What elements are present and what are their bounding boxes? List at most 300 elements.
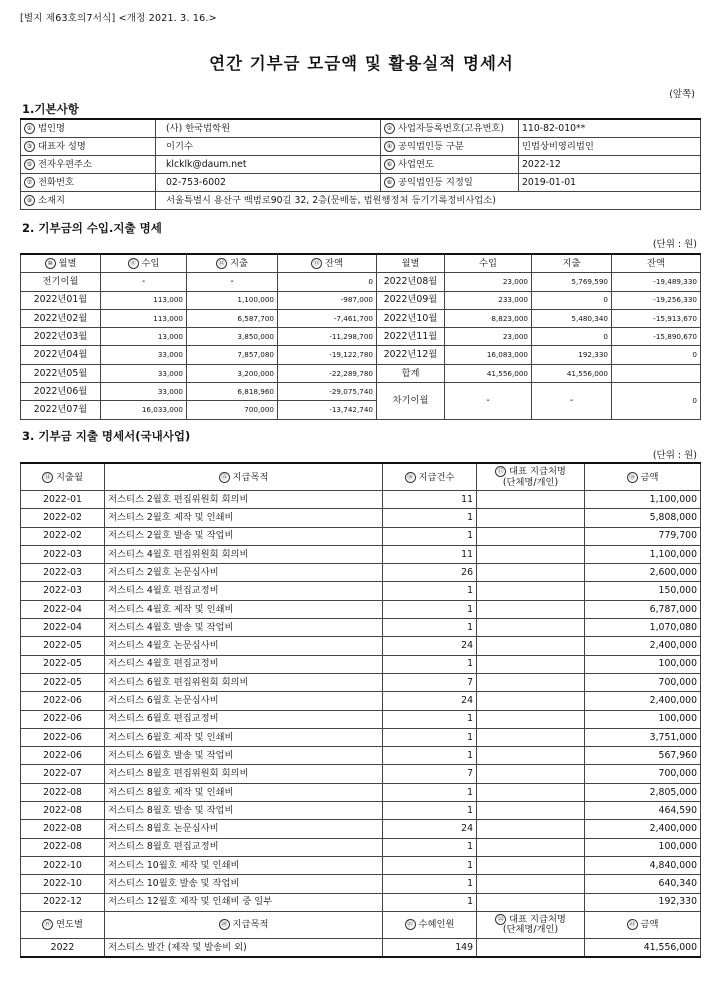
circle-number: ⑨ bbox=[24, 195, 35, 206]
basic-info-row bbox=[21, 138, 701, 156]
count-cell: 24 bbox=[383, 820, 477, 838]
circle-number: ⑬ bbox=[311, 258, 322, 269]
payee-cell bbox=[477, 527, 585, 545]
expense-month-cell: 2022-07 bbox=[21, 765, 105, 783]
expense-cell: 5,769,590 bbox=[532, 273, 612, 291]
balance-cell: -19,489,330 bbox=[612, 273, 701, 291]
table-row bbox=[21, 545, 701, 563]
header-month: 월별 bbox=[58, 258, 77, 270]
purpose-cell: 저스티스 8월호 제작 및 인쇄비 bbox=[105, 783, 383, 801]
info-label bbox=[21, 156, 156, 174]
expense-month-cell: 2022-10 bbox=[21, 856, 105, 874]
form-number: [별지 제63호의7서식] <개정 2021. 3. 16.> bbox=[20, 13, 217, 24]
circle-number: ⑧ bbox=[384, 177, 395, 188]
address-row bbox=[21, 192, 701, 210]
payee-cell bbox=[477, 728, 585, 746]
balance-cell: -11,298,700 bbox=[278, 328, 377, 346]
info-value: (사) 한국법학원 bbox=[156, 119, 381, 138]
income-cell: 41,556,000 bbox=[445, 364, 532, 382]
amount-cell: 1,100,000 bbox=[585, 545, 701, 563]
purpose-cell: 저스티스 2월호 제작 및 인쇄비 bbox=[105, 509, 383, 527]
month-cell: 2022년02월 bbox=[21, 309, 101, 327]
count-cell: 24 bbox=[383, 692, 477, 710]
info-label bbox=[21, 174, 156, 192]
info-label-text: 공익법인등 구분 bbox=[398, 141, 464, 152]
header-purpose-2-text: 지급목적 bbox=[232, 919, 269, 931]
amount-cell: 779,700 bbox=[585, 527, 701, 545]
purpose-cell: 저스티스 8월호 발송 및 작업비 bbox=[105, 802, 383, 820]
address-value: 서울특별시 용산구 백범로90길 32, 2층(문배동, 법원행정처 등기기록정비사업소) bbox=[156, 192, 701, 210]
expense-detail-table bbox=[20, 462, 701, 958]
page-title: 연간 기부금 모금액 및 활용실적 명세서 bbox=[209, 54, 514, 73]
header-month-2: 월별 bbox=[377, 254, 445, 273]
header-count: 지급건수 bbox=[418, 471, 455, 483]
month-cell: 전기이월 bbox=[21, 273, 101, 291]
month-cell: 합계 bbox=[377, 364, 445, 382]
income-cell: 8,823,000 bbox=[445, 309, 532, 327]
header-year bbox=[21, 911, 105, 938]
info-label bbox=[21, 192, 156, 210]
month-cell: 2022년08월 bbox=[377, 273, 445, 291]
income-cell: 233,000 bbox=[445, 291, 532, 309]
amount-cell: 640,340 bbox=[585, 875, 701, 893]
monthly-row bbox=[21, 364, 701, 382]
info-value: 110-82-010** bbox=[519, 119, 701, 138]
carryover-expense-cell: - bbox=[532, 383, 612, 420]
info-value: klcklk@daum.net bbox=[156, 156, 381, 174]
table-row bbox=[21, 619, 701, 637]
balance-cell: 0 bbox=[612, 346, 701, 364]
payee-cell bbox=[477, 564, 585, 582]
income-cell: 113,000 bbox=[101, 291, 187, 309]
basic-info-row bbox=[21, 156, 701, 174]
month-cell: 2022년09월 bbox=[377, 291, 445, 309]
expense-month-cell: 2022-08 bbox=[21, 838, 105, 856]
info-label bbox=[381, 174, 519, 192]
circle-number: ⑰ bbox=[495, 466, 506, 477]
expense-cell: 1,100,000 bbox=[187, 291, 278, 309]
expense-cell: 3,850,000 bbox=[187, 328, 278, 346]
expense-detail-header bbox=[21, 463, 701, 491]
table-row bbox=[21, 728, 701, 746]
expense-month-cell: 2022-04 bbox=[21, 600, 105, 618]
info-label bbox=[381, 156, 519, 174]
table-row bbox=[21, 491, 701, 509]
expense-month-cell: 2022-03 bbox=[21, 582, 105, 600]
purpose-cell: 저스티스 10월호 발송 및 작업비 bbox=[105, 875, 383, 893]
info-label-text: 법인명 bbox=[38, 123, 65, 134]
table-row bbox=[21, 838, 701, 856]
header-expense-2: 지출 bbox=[532, 254, 612, 273]
balance-cell: -29,075,740 bbox=[278, 383, 377, 401]
payee-cell bbox=[477, 893, 585, 911]
expense-month-cell: 2022-02 bbox=[21, 509, 105, 527]
table-row bbox=[21, 637, 701, 655]
circle-number: ⑫ bbox=[216, 258, 227, 269]
info-value: 2022-12 bbox=[519, 156, 701, 174]
expense-cell: 5,480,340 bbox=[532, 309, 612, 327]
table-row bbox=[21, 710, 701, 728]
expense-month-cell: 2022-04 bbox=[21, 619, 105, 637]
purpose-cell: 저스티스 6월호 제작 및 인쇄비 bbox=[105, 728, 383, 746]
table-row bbox=[21, 802, 701, 820]
purpose-cell: 저스티스 4월호 편집교정비 bbox=[105, 655, 383, 673]
summary-year-cell: 2022 bbox=[21, 938, 105, 957]
info-value: 2019-01-01 bbox=[519, 174, 701, 192]
amount-cell: 2,805,000 bbox=[585, 783, 701, 801]
payee-cell bbox=[477, 783, 585, 801]
purpose-cell: 저스티스 6월호 편집위원회 회의비 bbox=[105, 673, 383, 691]
expense-month-cell: 2022-03 bbox=[21, 545, 105, 563]
amount-cell: 6,787,000 bbox=[585, 600, 701, 618]
info-label-text: 사업자등록번호(고유번호) bbox=[398, 123, 505, 134]
info-label bbox=[21, 138, 156, 156]
table-row bbox=[21, 527, 701, 545]
table-row bbox=[21, 856, 701, 874]
count-cell: 1 bbox=[383, 582, 477, 600]
count-cell: 26 bbox=[383, 564, 477, 582]
expense-cell: 0 bbox=[532, 291, 612, 309]
circle-number: ② bbox=[384, 123, 395, 134]
circle-number: ⑪ bbox=[128, 258, 139, 269]
front-side-label: (앞쪽) bbox=[669, 89, 695, 100]
info-label-text: 대표자 성명 bbox=[38, 141, 86, 152]
expense-cell: 41,556,000 bbox=[532, 364, 612, 382]
purpose-cell: 저스티스 4월호 제작 및 인쇄비 bbox=[105, 600, 383, 618]
expense-cell: 6,587,700 bbox=[187, 309, 278, 327]
payee-cell bbox=[477, 673, 585, 691]
section3-unit: (단위 : 원) bbox=[652, 450, 697, 461]
balance-cell: -7,461,700 bbox=[278, 309, 377, 327]
count-cell: 7 bbox=[383, 673, 477, 691]
amount-cell: 5,808,000 bbox=[585, 509, 701, 527]
header-people bbox=[383, 911, 477, 938]
payee-cell bbox=[477, 838, 585, 856]
table-row bbox=[21, 564, 701, 582]
payee-cell bbox=[477, 692, 585, 710]
expense-month-cell: 2022-08 bbox=[21, 820, 105, 838]
balance-cell: -13,742,740 bbox=[278, 401, 377, 419]
circle-number: ⑤ bbox=[24, 159, 35, 170]
income-cell: 23,000 bbox=[445, 328, 532, 346]
header-payee-2-text: 대표 지급처명 bbox=[509, 914, 566, 926]
payee-cell bbox=[477, 491, 585, 509]
expense-cell: 3,200,000 bbox=[187, 364, 278, 382]
purpose-cell: 저스티스 4월호 발송 및 작업비 bbox=[105, 619, 383, 637]
summary-header bbox=[21, 911, 701, 938]
circle-number: ⑯ bbox=[405, 472, 416, 483]
carryover-income-cell: - bbox=[445, 383, 532, 420]
payee-cell bbox=[477, 655, 585, 673]
income-cell: 16,083,000 bbox=[445, 346, 532, 364]
info-label-text: 사업연도 bbox=[398, 159, 434, 170]
circle-number: ⑥ bbox=[384, 159, 395, 170]
amount-cell: 3,751,000 bbox=[585, 728, 701, 746]
month-cell: 2022년06월 bbox=[21, 383, 101, 401]
expense-month-cell: 2022-12 bbox=[21, 893, 105, 911]
expense-month-cell: 2022-06 bbox=[21, 728, 105, 746]
count-cell: 1 bbox=[383, 527, 477, 545]
amount-cell: 2,400,000 bbox=[585, 692, 701, 710]
header-balance-2: 잔액 bbox=[612, 254, 701, 273]
amount-cell: 150,000 bbox=[585, 582, 701, 600]
monthly-row bbox=[21, 309, 701, 327]
payee-cell bbox=[477, 619, 585, 637]
income-cell: 113,000 bbox=[101, 309, 187, 327]
balance-cell: -19,122,780 bbox=[278, 346, 377, 364]
monthly-row bbox=[21, 291, 701, 309]
header-payee: 대표 지급처명 bbox=[509, 466, 566, 478]
circle-number: ⑳ bbox=[219, 919, 230, 930]
month-cell: 2022년12월 bbox=[377, 346, 445, 364]
payee-cell bbox=[477, 820, 585, 838]
payee-cell bbox=[477, 765, 585, 783]
payee-cell bbox=[477, 509, 585, 527]
month-cell: 2022년01월 bbox=[21, 291, 101, 309]
expense-month-cell: 2022-08 bbox=[21, 802, 105, 820]
summary-purpose-cell: 저스티스 발간 (제작 및 발송비 외) bbox=[105, 938, 383, 957]
expense-month-cell: 2022-01 bbox=[21, 491, 105, 509]
section1-title: 1.기본사항 bbox=[22, 102, 79, 116]
info-label-text: 전화번호 bbox=[38, 177, 74, 188]
amount-cell: 2,600,000 bbox=[585, 564, 701, 582]
amount-cell: 700,000 bbox=[585, 673, 701, 691]
expense-cell: 6,818,960 bbox=[187, 383, 278, 401]
monthly-row bbox=[21, 383, 701, 401]
circle-number: ㉓ bbox=[627, 919, 638, 930]
table-row bbox=[21, 582, 701, 600]
amount-cell: 2,400,000 bbox=[585, 637, 701, 655]
income-cell: 33,000 bbox=[101, 364, 187, 382]
balance-cell: -15,890,670 bbox=[612, 328, 701, 346]
count-cell: 1 bbox=[383, 509, 477, 527]
purpose-cell: 저스티스 2월호 편집위원회 회의비 bbox=[105, 491, 383, 509]
month-cell: 2022년11월 bbox=[377, 328, 445, 346]
payee-cell bbox=[477, 802, 585, 820]
balance-cell: -19,256,330 bbox=[612, 291, 701, 309]
balance-cell bbox=[612, 364, 701, 382]
circle-number: ㉒ bbox=[495, 914, 506, 925]
info-value: 02-753-6002 bbox=[156, 174, 381, 192]
purpose-cell: 저스티스 8월호 편집위원회 회의비 bbox=[105, 765, 383, 783]
count-cell: 7 bbox=[383, 765, 477, 783]
payee-cell bbox=[477, 637, 585, 655]
income-expense-header bbox=[21, 254, 701, 273]
section2-unit: (단위 : 원) bbox=[652, 239, 697, 250]
header-purpose: 지급목적 bbox=[232, 471, 269, 483]
income-cell: - bbox=[101, 273, 187, 291]
circle-number: ④ bbox=[384, 141, 395, 152]
month-cell: 2022년05월 bbox=[21, 364, 101, 382]
circle-number: ⑭ bbox=[42, 472, 53, 483]
month-cell: 2022년10월 bbox=[377, 309, 445, 327]
summary-people-cell: 149 bbox=[383, 938, 477, 957]
count-cell: 1 bbox=[383, 838, 477, 856]
info-label bbox=[381, 119, 519, 138]
payee-cell bbox=[477, 747, 585, 765]
expense-cell: 0 bbox=[532, 328, 612, 346]
table-row bbox=[21, 655, 701, 673]
purpose-cell: 저스티스 6월호 발송 및 작업비 bbox=[105, 747, 383, 765]
income-cell: 23,000 bbox=[445, 273, 532, 291]
header-amount: 금액 bbox=[640, 471, 659, 483]
table-row bbox=[21, 509, 701, 527]
header-expense: 지출 bbox=[230, 258, 248, 270]
circle-number: ⑮ bbox=[219, 472, 230, 483]
count-cell: 1 bbox=[383, 802, 477, 820]
purpose-cell: 저스티스 4월호 편집교정비 bbox=[105, 582, 383, 600]
income-cell: 33,000 bbox=[101, 383, 187, 401]
purpose-cell: 저스티스 2월호 논문심사비 bbox=[105, 564, 383, 582]
monthly-row bbox=[21, 273, 701, 291]
header-payee-2 bbox=[477, 911, 585, 938]
amount-cell: 700,000 bbox=[585, 765, 701, 783]
balance-cell: -22,289,780 bbox=[278, 364, 377, 382]
count-cell: 24 bbox=[383, 637, 477, 655]
purpose-cell: 저스티스 10월호 제작 및 인쇄비 bbox=[105, 856, 383, 874]
header-expense-month: 지출월 bbox=[56, 471, 83, 483]
header-payee-2-sub: (단체명/개인) bbox=[502, 924, 559, 936]
expense-month-cell: 2022-06 bbox=[21, 710, 105, 728]
circle-number: ㉑ bbox=[405, 919, 416, 930]
payee-cell bbox=[477, 600, 585, 618]
info-value: 민법상비영리법인 bbox=[519, 138, 701, 156]
count-cell: 11 bbox=[383, 491, 477, 509]
expense-month-cell: 2022-03 bbox=[21, 564, 105, 582]
carryover-month-cell: 차기이월 bbox=[377, 383, 445, 420]
expense-cell: 192,330 bbox=[532, 346, 612, 364]
purpose-cell: 저스티스 8월호 논문심사비 bbox=[105, 820, 383, 838]
payee-cell bbox=[477, 710, 585, 728]
balance-cell: 0 bbox=[278, 273, 377, 291]
amount-cell: 192,330 bbox=[585, 893, 701, 911]
expense-month-cell: 2022-06 bbox=[21, 747, 105, 765]
circle-number: ③ bbox=[24, 141, 35, 152]
expense-month-cell: 2022-06 bbox=[21, 692, 105, 710]
basic-info-row bbox=[21, 174, 701, 192]
purpose-cell: 저스티스 4월호 편집위원회 회의비 bbox=[105, 545, 383, 563]
info-label bbox=[21, 119, 156, 138]
count-cell: 1 bbox=[383, 783, 477, 801]
amount-cell: 2,400,000 bbox=[585, 820, 701, 838]
header-purpose-2 bbox=[105, 911, 383, 938]
header-amount-2-text: 금액 bbox=[640, 919, 659, 931]
amount-cell: 100,000 bbox=[585, 655, 701, 673]
count-cell: 1 bbox=[383, 728, 477, 746]
summary-payee-cell bbox=[477, 938, 585, 957]
expense-cell: - bbox=[187, 273, 278, 291]
table-row bbox=[21, 600, 701, 618]
payee-cell bbox=[477, 875, 585, 893]
table-row bbox=[21, 692, 701, 710]
info-label-text: 공익법인등 지정일 bbox=[398, 177, 473, 188]
count-cell: 1 bbox=[383, 655, 477, 673]
table-row bbox=[21, 820, 701, 838]
table-row bbox=[21, 783, 701, 801]
amount-cell: 464,590 bbox=[585, 802, 701, 820]
circle-number: ⑲ bbox=[42, 919, 53, 930]
expense-month-cell: 2022-10 bbox=[21, 875, 105, 893]
info-label-text: 전자우편주소 bbox=[38, 159, 92, 170]
header-year-text: 연도별 bbox=[56, 919, 83, 931]
header-amount-2 bbox=[585, 911, 701, 938]
table-row bbox=[21, 747, 701, 765]
count-cell: 1 bbox=[383, 875, 477, 893]
payee-cell bbox=[477, 545, 585, 563]
count-cell: 1 bbox=[383, 600, 477, 618]
count-cell: 11 bbox=[383, 545, 477, 563]
summary-row bbox=[21, 938, 701, 957]
expense-month-cell: 2022-05 bbox=[21, 673, 105, 691]
purpose-cell: 저스티스 12월호 제작 및 인쇄비 중 일부 bbox=[105, 893, 383, 911]
month-cell: 2022년07월 bbox=[21, 401, 101, 419]
section3-title: 3. 기부금 지출 명세서(국내사업) bbox=[22, 429, 191, 443]
count-cell: 1 bbox=[383, 710, 477, 728]
amount-cell: 1,070,080 bbox=[585, 619, 701, 637]
purpose-cell: 저스티스 2월호 발송 및 작업비 bbox=[105, 527, 383, 545]
circle-number: ⑱ bbox=[627, 472, 638, 483]
summary-amount-cell: 41,556,000 bbox=[585, 938, 701, 957]
section2-title: 2. 기부금의 수입.지출 명세 bbox=[22, 221, 162, 235]
circle-number: ⑩ bbox=[45, 258, 56, 269]
count-cell: 1 bbox=[383, 747, 477, 765]
table-row bbox=[21, 875, 701, 893]
amount-cell: 4,840,000 bbox=[585, 856, 701, 874]
expense-month-cell: 2022-08 bbox=[21, 783, 105, 801]
month-cell: 2022년03월 bbox=[21, 328, 101, 346]
expense-cell: 700,000 bbox=[187, 401, 278, 419]
income-cell: 13,000 bbox=[101, 328, 187, 346]
amount-cell: 100,000 bbox=[585, 710, 701, 728]
expense-cell: 7,857,080 bbox=[187, 346, 278, 364]
basic-info-table bbox=[20, 118, 701, 210]
count-cell: 1 bbox=[383, 856, 477, 874]
header-income: 수입 bbox=[141, 258, 160, 270]
income-expense-table bbox=[20, 253, 701, 420]
header-people-text: 수혜인원 bbox=[418, 919, 455, 931]
expense-month-cell: 2022-02 bbox=[21, 527, 105, 545]
count-cell: 1 bbox=[383, 619, 477, 637]
amount-cell: 100,000 bbox=[585, 838, 701, 856]
header-income-2: 수입 bbox=[445, 254, 532, 273]
count-cell: 1 bbox=[383, 893, 477, 911]
table-row bbox=[21, 765, 701, 783]
expense-month-cell: 2022-05 bbox=[21, 655, 105, 673]
payee-cell bbox=[477, 856, 585, 874]
purpose-cell: 저스티스 6월호 논문심사비 bbox=[105, 692, 383, 710]
circle-number: ⑦ bbox=[24, 177, 35, 188]
amount-cell: 1,100,000 bbox=[585, 491, 701, 509]
info-label bbox=[381, 138, 519, 156]
basic-info-row bbox=[21, 119, 701, 138]
purpose-cell: 저스티스 4월호 논문심사비 bbox=[105, 637, 383, 655]
month-cell: 2022년04월 bbox=[21, 346, 101, 364]
monthly-row bbox=[21, 346, 701, 364]
income-cell: 33,000 bbox=[101, 346, 187, 364]
table-row bbox=[21, 673, 701, 691]
circle-number: ① bbox=[24, 123, 35, 134]
balance-cell: -15,913,670 bbox=[612, 309, 701, 327]
table-row bbox=[21, 893, 701, 911]
expense-month-cell: 2022-05 bbox=[21, 637, 105, 655]
amount-cell: 567,960 bbox=[585, 747, 701, 765]
income-cell: 16,033,000 bbox=[101, 401, 187, 419]
purpose-cell: 저스티스 8월호 편집교정비 bbox=[105, 838, 383, 856]
address-label: 소재지 bbox=[38, 195, 65, 206]
header-balance: 잔액 bbox=[325, 258, 343, 270]
purpose-cell: 저스티스 6월호 편집교정비 bbox=[105, 710, 383, 728]
info-value: 이기수 bbox=[156, 138, 381, 156]
